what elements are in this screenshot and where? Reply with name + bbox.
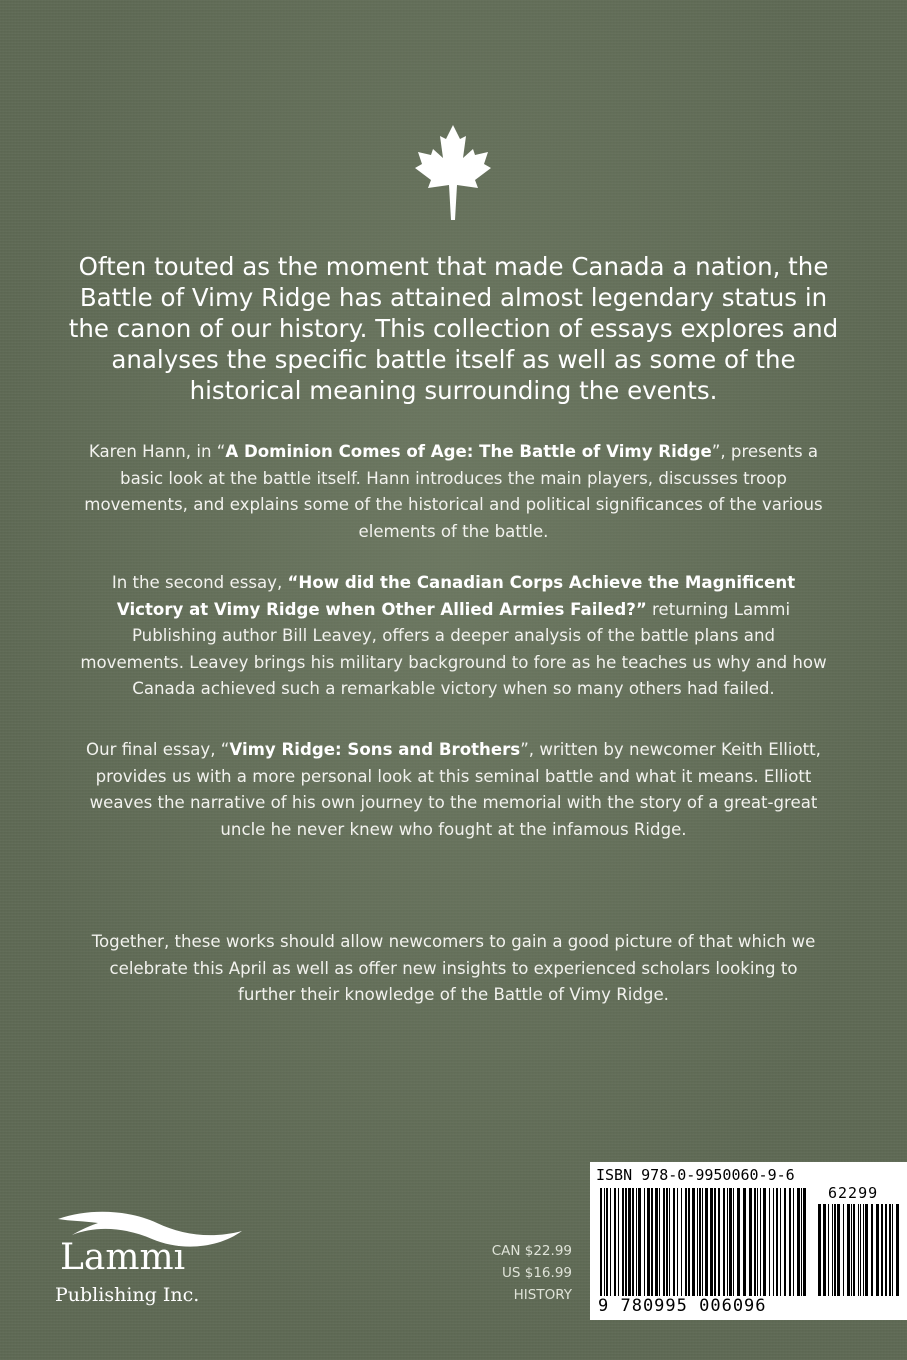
essay-paragraph-1: Karen Hann, in “A Dominion Comes of Age: The Battle of Vimy Ridge”, presents a basic look at the battle itself. Hann introduces the main players, discusses troop movements, and explains some of the historical and political significances of the various elements of the battle.: [84, 442, 823, 541]
essay-paragraph-2: In the second essay, “How did the Canadian Corps Achieve the Magnificent Victory at Vimy Ridge when Other Allied Armies Failed?” returning Lammi Publishing author Bill Leavey, offers a deeper analysis of the battle plans and movements. Leavey brings his military background to fore as he teaches us why and how Canada achieved such a remarkable victory when so many others had failed.: [80, 573, 827, 698]
price-can: CAN $22.99: [491, 1243, 572, 1259]
lead-paragraph: Often touted as the moment that made Canada a nation, the Battle of Vimy Ridge has attained almost legendary status in the canon of our history. This collection of essays explores and analyses the specific battle itself as well as some of the historical meaning surrounding the events.: [68, 252, 839, 405]
price-block: [440, 1240, 572, 1306]
essay-title-1: A Dominion Comes of Age: The Battle of Vimy Ridge: [225, 442, 712, 461]
essay-title-2: “How did the Canadian Corps Achieve the Magnificent Victory at Vimy Ridge when Other Allied Armies Failed?”: [116, 573, 796, 619]
price-addon-code: 62299: [828, 1184, 879, 1202]
isbn-number: ISBN 978-0-9950060-9-6: [596, 1166, 795, 1184]
barcode-bars-icon: [600, 1188, 808, 1296]
closing-paragraph: Together, these works should allow newcomers to gain a good picture of that which we celebrate this April as well as offer new insights to experienced scholars looking to further their knowledge of the Battle of Vimy Ridge.: [91, 932, 816, 1004]
publisher-subtitle: Publishing Inc.: [55, 1284, 200, 1306]
ean-number: 9 780995 006096: [598, 1296, 767, 1316]
essay-paragraph-3: Our final essay, “Vimy Ridge: Sons and Brothers”, written by newcomer Keith Elliott, provides us with a more personal look at this seminal battle and what it means. Elliott weaves the narrative of his own journey to the memorial with the story of a great-great uncle he never knew who fought at the infamous Ridge.: [86, 740, 821, 839]
price-us: US $16.99: [502, 1265, 572, 1281]
barcode: [590, 1162, 907, 1320]
maple-leaf-icon: [413, 125, 493, 220]
addon-bars-icon: [818, 1204, 900, 1296]
publisher-name: Lammi: [60, 1237, 186, 1278]
essay-title-3: Vimy Ridge: Sons and Brothers: [229, 740, 521, 759]
category-label: HISTORY: [513, 1287, 572, 1303]
